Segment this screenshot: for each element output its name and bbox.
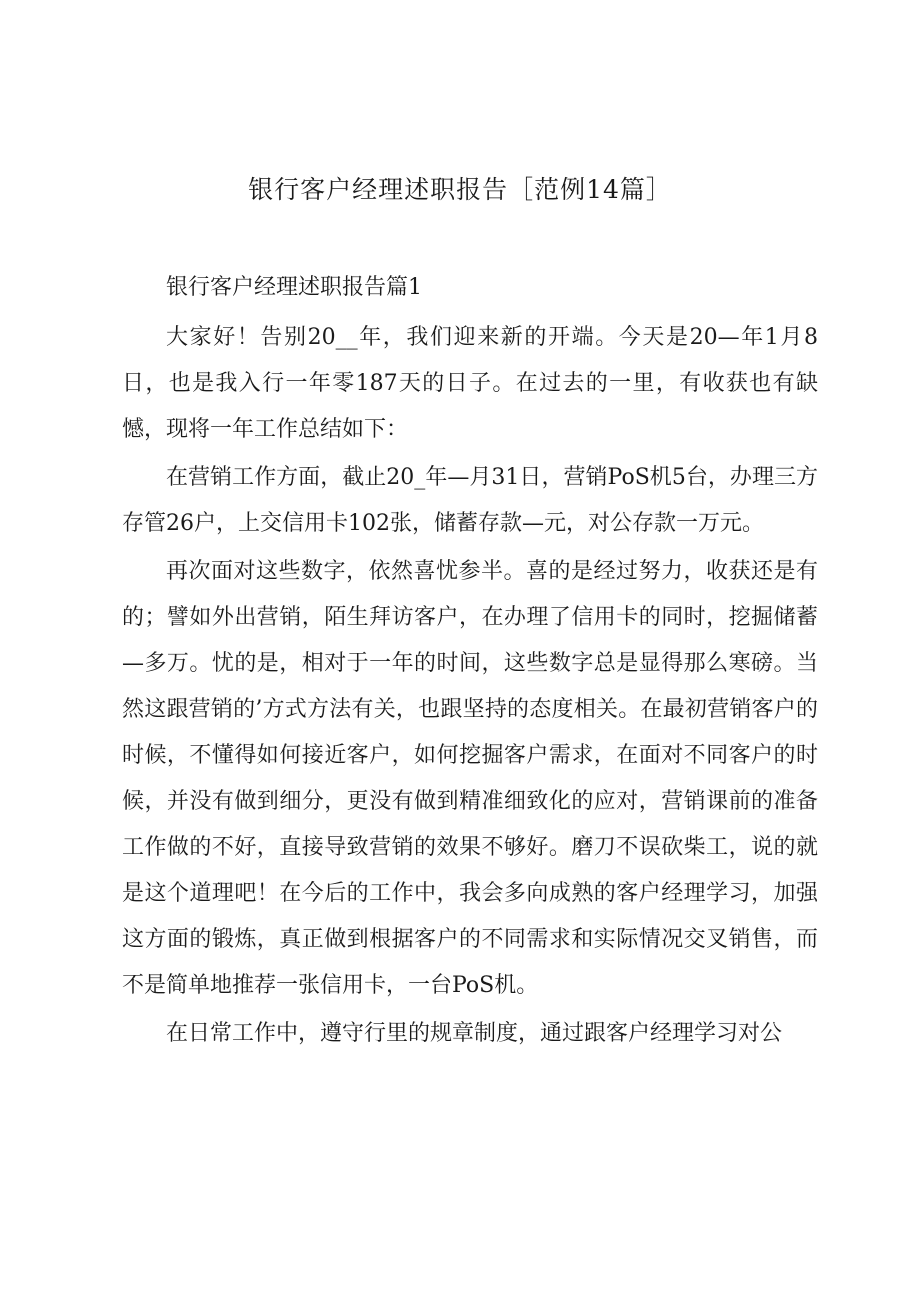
- paragraph-marketing-figures: 在营销工作方面，截止20_年—月31日，营销PoS机5台，办理三方存管26户，上交信用卡102张，储蓄存款—元，对公存款一万元。: [122, 465, 818, 536]
- paragraph-greeting: 大家好！告别20__年，我们迎来新的开端。今天是20—年1月8日，也是我入行一年零187天的日子。在过去的一里，有收获也有缺憾，现将一年工作总结如下：: [122, 325, 818, 442]
- paragraph-daily-work: 在日常工作中，遵守行里的规章制度，通过跟客户经理学习对公: [166, 1021, 783, 1046]
- paragraph-reflection: 再次面对这些数字，依然喜忧参半。喜的是经过努力，收获还是有的；譬如外出营销，陌生拜访客户，在办理了信用卡的同时，挖掘储蓄—多万。忧的是，相对于一年的时间，这些数字总是显得那么寒磅。当然这跟营销的’方式方法有关，也跟坚持的态度相关。在最初营销客户的时候，不懂得如何接近客户，如何挖掘客户需求，在面对不同客户的时候，并没有做到细分，更没有做到精准细致化的应对，营销课前的准备工作做的不好，直接导致营销的效果不够好。磨刀不误砍柴工，说的就是这个道理吧！在今后的工作中，我会多向成熟的客户经理学习，加强这方面的锻炼，真正做到根据客户的不同需求和实际情况交叉销售，而不是简单地推荐一张信用卡，一台PoS机。: [122, 559, 818, 998]
- document-title: 银行客户经理述职报告［范例14篇］: [248, 175, 672, 204]
- section-heading: 银行客户经理述职报告篇1: [166, 275, 422, 300]
- document-body: [122, 265, 818, 1059]
